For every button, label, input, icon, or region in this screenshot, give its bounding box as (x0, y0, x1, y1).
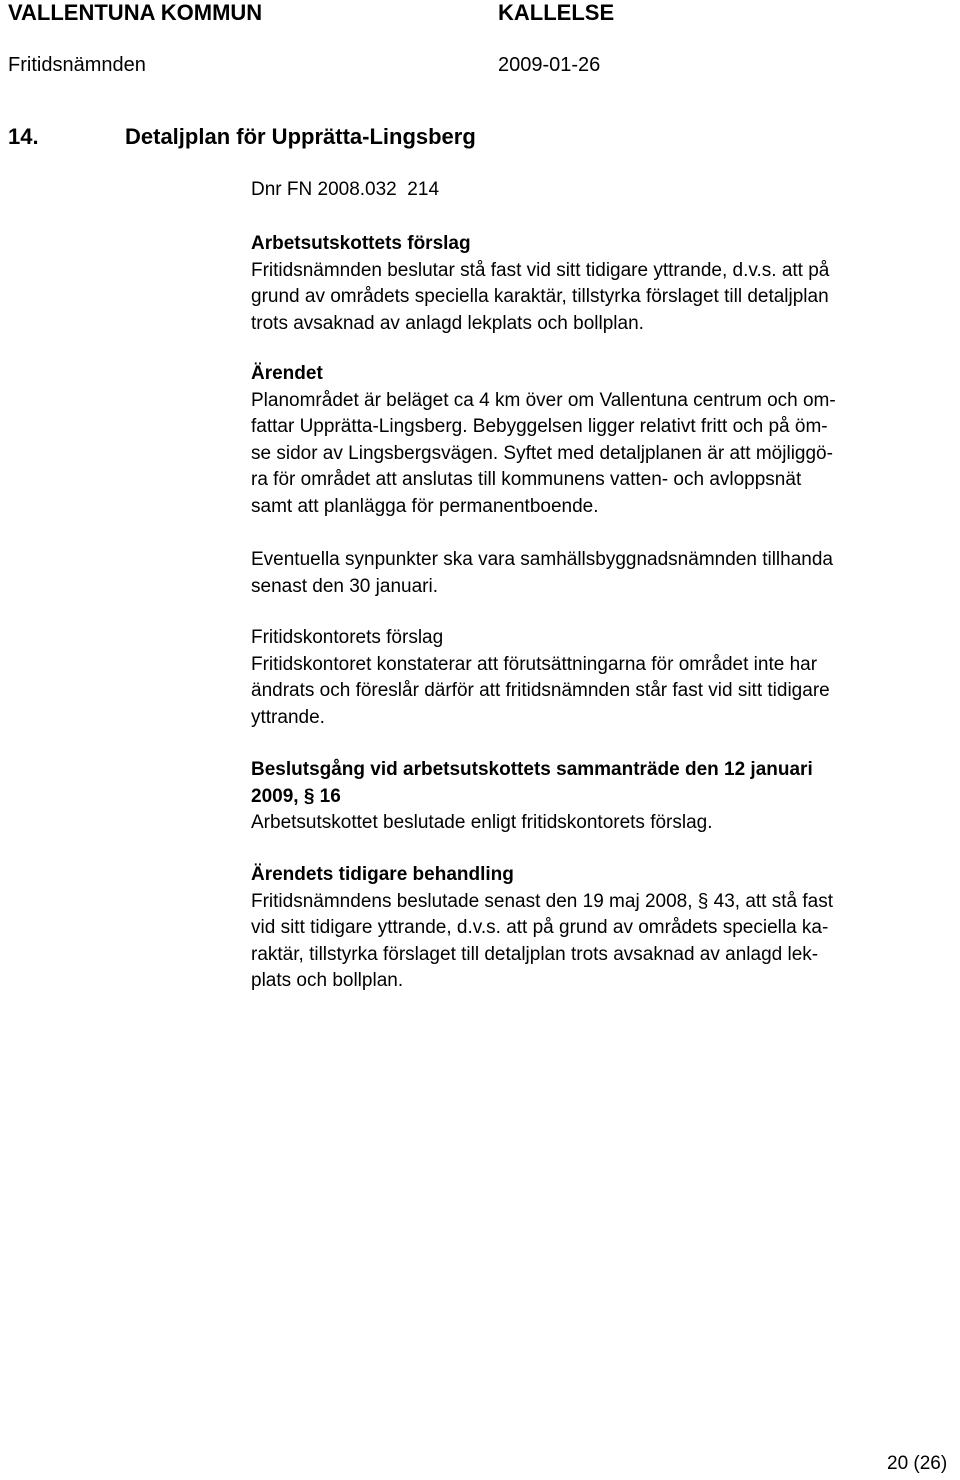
item-number: 14. (8, 124, 39, 149)
beslut-line: Arbetsutskottet beslutade enligt fritidskontorets förslag. (251, 812, 713, 833)
item-title: Detaljplan för Upprätta-Lingsberg (125, 124, 476, 149)
arendet-line: se sidor av Lingsbergsvägen. Syftet med detaljplanen är att möjliggö- (251, 442, 833, 464)
synpunkter-line: senast den 30 januari. (251, 575, 438, 597)
beslut-heading-line: 2009, § 16 (251, 785, 341, 807)
tidigare-line: Fritidsnämndens beslutade senast den 19 maj 2008, § 43, att stå fast (251, 890, 833, 912)
tidigare-section (251, 862, 951, 995)
arendet-line: ra för området att anslutas till kommunens vatten- och avloppsnät (251, 469, 802, 490)
arendet-line: samt att planlägga för permanentboende. (251, 495, 599, 517)
au-line: Fritidsnämnden beslutar stå fast vid sitt tidigare yttrande, d.v.s. att på (251, 259, 830, 281)
tidigare-line: plats och bollplan. (251, 970, 404, 991)
fk-line: Fritidskontoret konstaterar att förutsättningarna för området inte har (251, 653, 818, 675)
au-proposal-section (251, 231, 951, 337)
fk-proposal-section (251, 625, 951, 731)
synpunkter-line: Eventuella synpunkter ska vara samhällsbyggnadsnämnden tillhanda (251, 549, 833, 570)
tidigare-heading: Ärendets tidigare behandling (251, 864, 514, 885)
arendet-line: fattar Upprätta-Lingsberg. Bebyggelsen ligger relativt fritt och på öm- (251, 416, 828, 437)
doc-type: KALLELSE (498, 0, 615, 25)
fk-heading: Fritidskontorets förslag (251, 627, 444, 648)
tidigare-line: vid sitt tidigare yttrande, d.v.s. att på grund av områdets speciella ka- (251, 917, 829, 938)
arendet-line: Planområdet är beläget ca 4 km över om Vallentuna centrum och om- (251, 389, 836, 411)
fk-line: yttrande. (251, 706, 325, 728)
arendet-section (251, 361, 951, 520)
arendet-heading: Ärendet (251, 363, 323, 384)
au-line: grund av områdets speciella karaktär, tillstyrka förslaget till detaljplan (251, 286, 829, 307)
au-line: trots avsaknad av anlagd lekplats och bollplan. (251, 312, 644, 334)
fk-line: ändrats och föreslår därför att fritidsnämnden står fast vid sitt tidigare (251, 680, 830, 701)
org-name: VALLENTUNA KOMMUN (8, 0, 263, 25)
synpunkter-paragraph (251, 547, 951, 600)
committee-name: Fritidsnämnden (8, 54, 146, 76)
page-number: 20 (26) (887, 1453, 948, 1474)
beslut-heading-line: Beslutsgång vid arbetsutskottets sammanträde den 12 januari (251, 759, 813, 780)
dnr-reference: Dnr FN 2008.032 214 (251, 179, 440, 200)
document-date: 2009-01-26 (498, 54, 601, 76)
tidigare-line: raktär, tillstyrka förslaget till detaljplan trots avsaknad av anlagd lek- (251, 943, 819, 965)
au-heading: Arbetsutskottets förslag (251, 233, 471, 254)
beslut-section (251, 757, 951, 837)
